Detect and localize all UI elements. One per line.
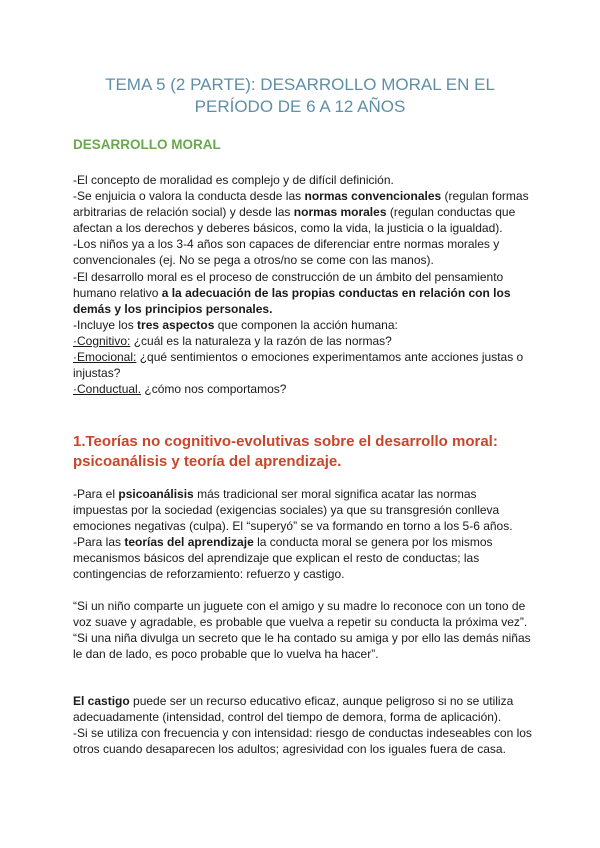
bold-text: tres aspectos: [137, 317, 215, 332]
text: (regulan conductas que afectan a los derechos y deberes básicos, como la vida, la justicia o la igualdad).: [73, 205, 516, 236]
text: “Si un niño comparte un juguete con el amigo y su madre lo reconoce con un tono de voz suave y agradable, es probable que vuelva a repetir su conducta la próxima vez”.: [73, 599, 528, 630]
paragraph: [73, 188, 533, 236]
text: ¿cuál es la naturaleza y la razón de las normas?: [130, 333, 392, 348]
quote-paragraph: [73, 630, 533, 662]
text: ¿cómo nos comportamos?: [141, 382, 287, 397]
paragraph: [73, 349, 533, 381]
paragraph: [73, 486, 533, 534]
text: -Los niños ya a los 3-4 años son capaces de diferenciar entre normas morales y convencionales (ej. No se pega a otros/no se come con las manos).: [73, 237, 500, 268]
underlined-text: ·Conductual.: [73, 382, 142, 397]
text: -El desarrollo moral es el proceso de construcción de un ámbito del pensamiento humano relativo: [73, 269, 504, 300]
bold-text: psicoanálisis: [118, 487, 194, 501]
text: más tradicional ser moral significa acatar las normas impuestas por la sociedad (exigencias sociales) ya que su transgresión conlleva emociones negativas (culpa). El “superyó” se va formando en torno a los 5-6 años.: [73, 487, 513, 534]
text: que componen la acción humana:: [214, 317, 398, 332]
bold-text: El castigo: [73, 694, 130, 708]
title-line-1: TEMA 5 (2 PARTE): DESARROLLO MORAL EN EL: [105, 75, 495, 94]
paragraph: [73, 381, 533, 397]
paragraph: [73, 172, 533, 188]
text: puede ser un recurso educativo eficaz, aunque peligroso si no se utiliza adecuadamente (intensidad, control del tiempo de demora, forma de aplicación).: [73, 694, 514, 725]
text: -El concepto de moralidad es complejo y de difícil definición.: [73, 173, 394, 187]
text: -Si se utiliza con frecuencia y con intensidad: riesgo de conductas indeseables con los otros cuando desaparecen los adultos; agresividad con los iguales fuera de casa.: [73, 726, 532, 757]
section-1-body: [73, 172, 533, 397]
text: -Incluye los: [73, 317, 138, 332]
text: (regulan formas arbitrarias de relación social) y desde las: [73, 189, 529, 220]
text: ¿qué sentimientos o emociones experimentamos ante acciones justas o injustas?: [73, 350, 524, 381]
bold-text: teorías del aprendizaje: [124, 535, 254, 550]
paragraph: [73, 317, 533, 333]
paragraph: [73, 725, 533, 757]
text: -Se enjuicia o valora la conducta desde las: [73, 189, 305, 204]
section-heading-desarrollo-moral: DESARROLLO MORAL: [73, 137, 221, 152]
paragraph: [73, 534, 533, 582]
bold-text: a la adecuación de las propias conductas en relación con los demás y los principios personales.: [73, 285, 511, 316]
text: -Para las: [73, 535, 125, 550]
paragraph: [73, 693, 533, 725]
quote-paragraph: [73, 598, 533, 630]
section-2-body: [73, 486, 533, 583]
document-title: [40, 74, 560, 118]
text: la conducta moral se genera por los mismos mecanismos básicos del aprendizaje que explican el resto de conductas; las contingencias de reforzamiento: refuerzo y castigo.: [73, 535, 493, 582]
underlined-text: ·Cognitivo:: [73, 333, 131, 348]
bold-text: normas convencionales: [304, 189, 442, 204]
underlined-text: ·Emocional:: [73, 350, 137, 365]
castigo-body: [73, 693, 533, 757]
paragraph: [73, 236, 533, 268]
bold-text: normas morales: [293, 205, 387, 220]
examples-body: [73, 598, 533, 662]
paragraph: [73, 333, 533, 349]
text: -Para el: [73, 487, 119, 501]
title-line-2: PERÍODO DE 6 A 12 AÑOS: [194, 97, 406, 116]
text: “Si una niña divulga un secreto que le ha contado su amiga y por ello las demás niñas le dan de lado, es poco probable que lo vuelva ha hacer”.: [73, 631, 531, 662]
section-heading-teorias: 1.Teorías no cognitivo-evolutivas sobre el desarrollo moral: psicoanálisis y teoría del aprendizaje.: [73, 433, 498, 470]
paragraph: [73, 269, 533, 317]
